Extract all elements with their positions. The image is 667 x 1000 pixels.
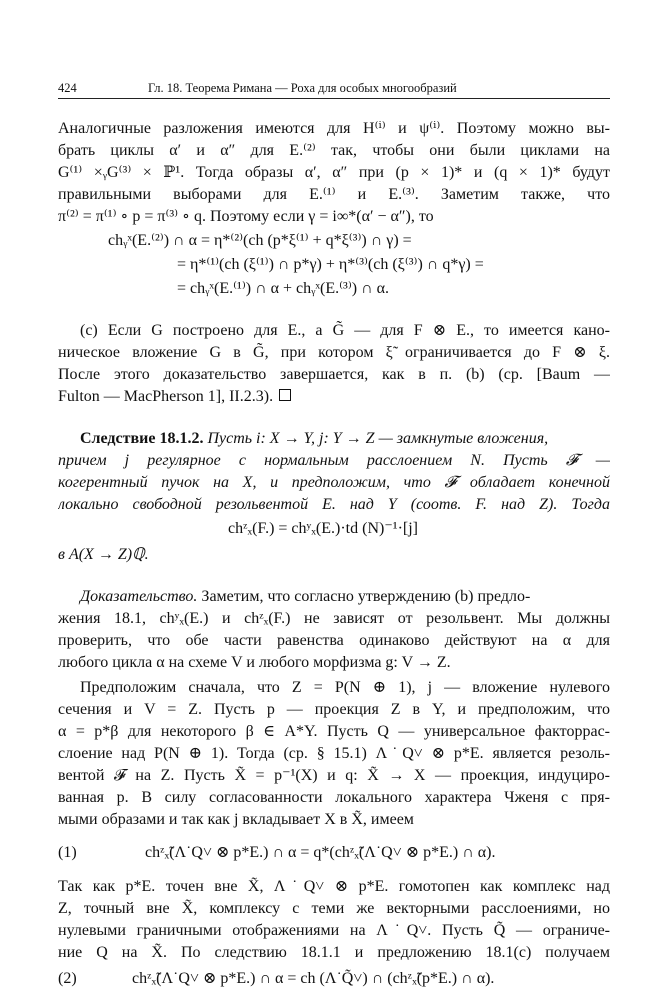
citation-text: Fulton — MacPherson 1], II.2.3). bbox=[58, 388, 274, 405]
running-title: Гл. 18. Теорема Римана — Роха для особых многообразий bbox=[148, 81, 457, 95]
header-rule bbox=[58, 98, 610, 99]
text-line: любого цикла α на схеме V и любого морфизма g: V → Z. bbox=[58, 654, 451, 671]
text-line: Z, точный вне X̃, комплексу с теми же векторными расслоениями, но bbox=[58, 900, 610, 917]
text-line: вентой 𝓕 на Z. Пусть X̃ = p⁻¹(X) и q: X̃ → X — проекция, индуциро- bbox=[58, 767, 610, 784]
page-header bbox=[58, 77, 610, 99]
equation-number: (2) bbox=[58, 970, 77, 987]
text-line: Аналогичные разложения имеются для H⁽ⁱ⁾ и ψ⁽ⁱ⁾. Поэтому можно вы- bbox=[58, 120, 610, 137]
equation-line: = chᵧˣ(E.⁽¹⁾) ∩ α + chᵧˣ(E.⁽³⁾) ∩ α. bbox=[177, 280, 390, 297]
corollary-formula: chᶻₓ(F.) = chʸₓ(E.)·td (N)⁻¹·[j] bbox=[228, 520, 418, 537]
proof-text: Заметим, что согласно утверждению (b) предло- bbox=[201, 588, 531, 605]
text-line: локально свободной резольвентой E. над Y (соотв. F. над Z). Тогда bbox=[58, 496, 610, 513]
text-line: π⁽²⁾ = π⁽¹⁾ ∘ p = π⁽³⁾ ∘ q. Поэтому если γ = i∞*(α′ − α″), то bbox=[58, 208, 434, 225]
page-number: 424 bbox=[58, 81, 77, 95]
equation-2: chᶻₓ̃(Λ˙Q˅ ⊗ p*E.) ∩ α = ch (Λ˙Q̃˅) ∩ (chᶻₓ̃(p*E.) ∩ α). bbox=[132, 970, 495, 987]
text-line: брать циклы α′ и α″ для E.⁽²⁾ так, чтобы они были циклами на bbox=[58, 142, 610, 159]
corollary-line bbox=[58, 428, 610, 450]
proof-label: Доказательство. bbox=[80, 588, 198, 605]
text-line: ванная p. В силу согласованности локального характера Чженя с пря- bbox=[58, 789, 610, 806]
book-page bbox=[58, 0, 610, 1000]
text-line bbox=[58, 386, 610, 408]
text-line: жения 18.1, chʸₓ(E.) и chᶻₓ(F.) не зависят от резольвент. Мы должны bbox=[58, 610, 610, 627]
text-line: ническое вложение G в G̃, при котором ξ̃ ограничивается до F ⊗ ξ. bbox=[58, 344, 610, 361]
text-line: мыми образами и так как j вкладывает X в X̃, имеем bbox=[58, 811, 414, 828]
text-line: правильными выборами для E.⁽¹⁾ и E.⁽³⁾. Заметим также, что bbox=[58, 186, 610, 203]
equation-line: chᵧˣ(E.⁽²⁾) ∩ α = η*⁽²⁾(ch (p*ξ⁽¹⁾ + q*ξ⁽³⁾) ∩ γ) = bbox=[108, 232, 412, 249]
text-line: проверить, что обе части равенства одинаково действуют на α для bbox=[58, 632, 610, 649]
text-line: причем j регулярное с нормальным расслоением N. Пусть 𝓕 — bbox=[58, 452, 610, 469]
text-line: G⁽¹⁾ ×ᵧG⁽³⁾ × ℙ¹. Тогда образы α′, α″ при (p × 1)* и (q × 1)* будут bbox=[58, 164, 610, 181]
text-line: в A(X → Z)ℚ. bbox=[58, 546, 149, 563]
text-line: ние Q на X̃. По следствию 18.1.1 и предложению 18.1(c) получаем bbox=[58, 944, 610, 961]
equation-number: (1) bbox=[58, 844, 77, 861]
qed-square-icon bbox=[279, 389, 291, 401]
text-line: нулевыми граничными отображениями на Λ˙Q˅. Пусть Q̃ — ограниче- bbox=[58, 922, 610, 939]
corollary-label: Следствие 18.1.2. bbox=[80, 430, 204, 447]
text-line: сечения и V = Z. Пусть p — проекция Z в Y, и предположим, что bbox=[58, 701, 610, 718]
text-line: α = p*β для некоторого β ∈ A*Y. Пусть Q — универсальное факторрас- bbox=[58, 723, 610, 740]
text-line: слоение над P(N ⊕ 1). Тогда (ср. § 15.1) Λ˙Q˅ ⊗ p*E. является резоль- bbox=[58, 745, 610, 762]
text-line: Так как p*E. точен вне X̃, Λ˙Q˅ ⊗ p*E. гомотопен как комплекс над bbox=[58, 878, 610, 895]
equation-line: = η*⁽¹⁾(ch (ξ⁽¹⁾) ∩ p*γ) + η*⁽³⁾(ch (ξ⁽³⁾) ∩ q*γ) = bbox=[177, 256, 484, 273]
text-line: Предположим сначала, что Z = P(N ⊕ 1), j — вложение нулевого bbox=[80, 679, 610, 696]
corollary-text: Пусть i: X → Y, j: Y → Z — замкнутые вложения, bbox=[207, 430, 549, 447]
text-line: когерентный пучок на X, и предположим, что 𝓕 обладает конечной bbox=[58, 474, 610, 491]
text-line: (c) Если G построено для E., а G̃ — для F ⊗ E., то имеется кано- bbox=[80, 322, 610, 339]
proof-line bbox=[58, 586, 610, 608]
text-line: После этого доказательство завершается, как в п. (b) (ср. [Baum — bbox=[58, 366, 610, 383]
equation-1: chᶻₓ̃(Λ˙Q˅ ⊗ p*E.) ∩ α = q*(chᶻₓ̃(Λ˙Q˅ ⊗ p*E.) ∩ α). bbox=[145, 844, 496, 861]
